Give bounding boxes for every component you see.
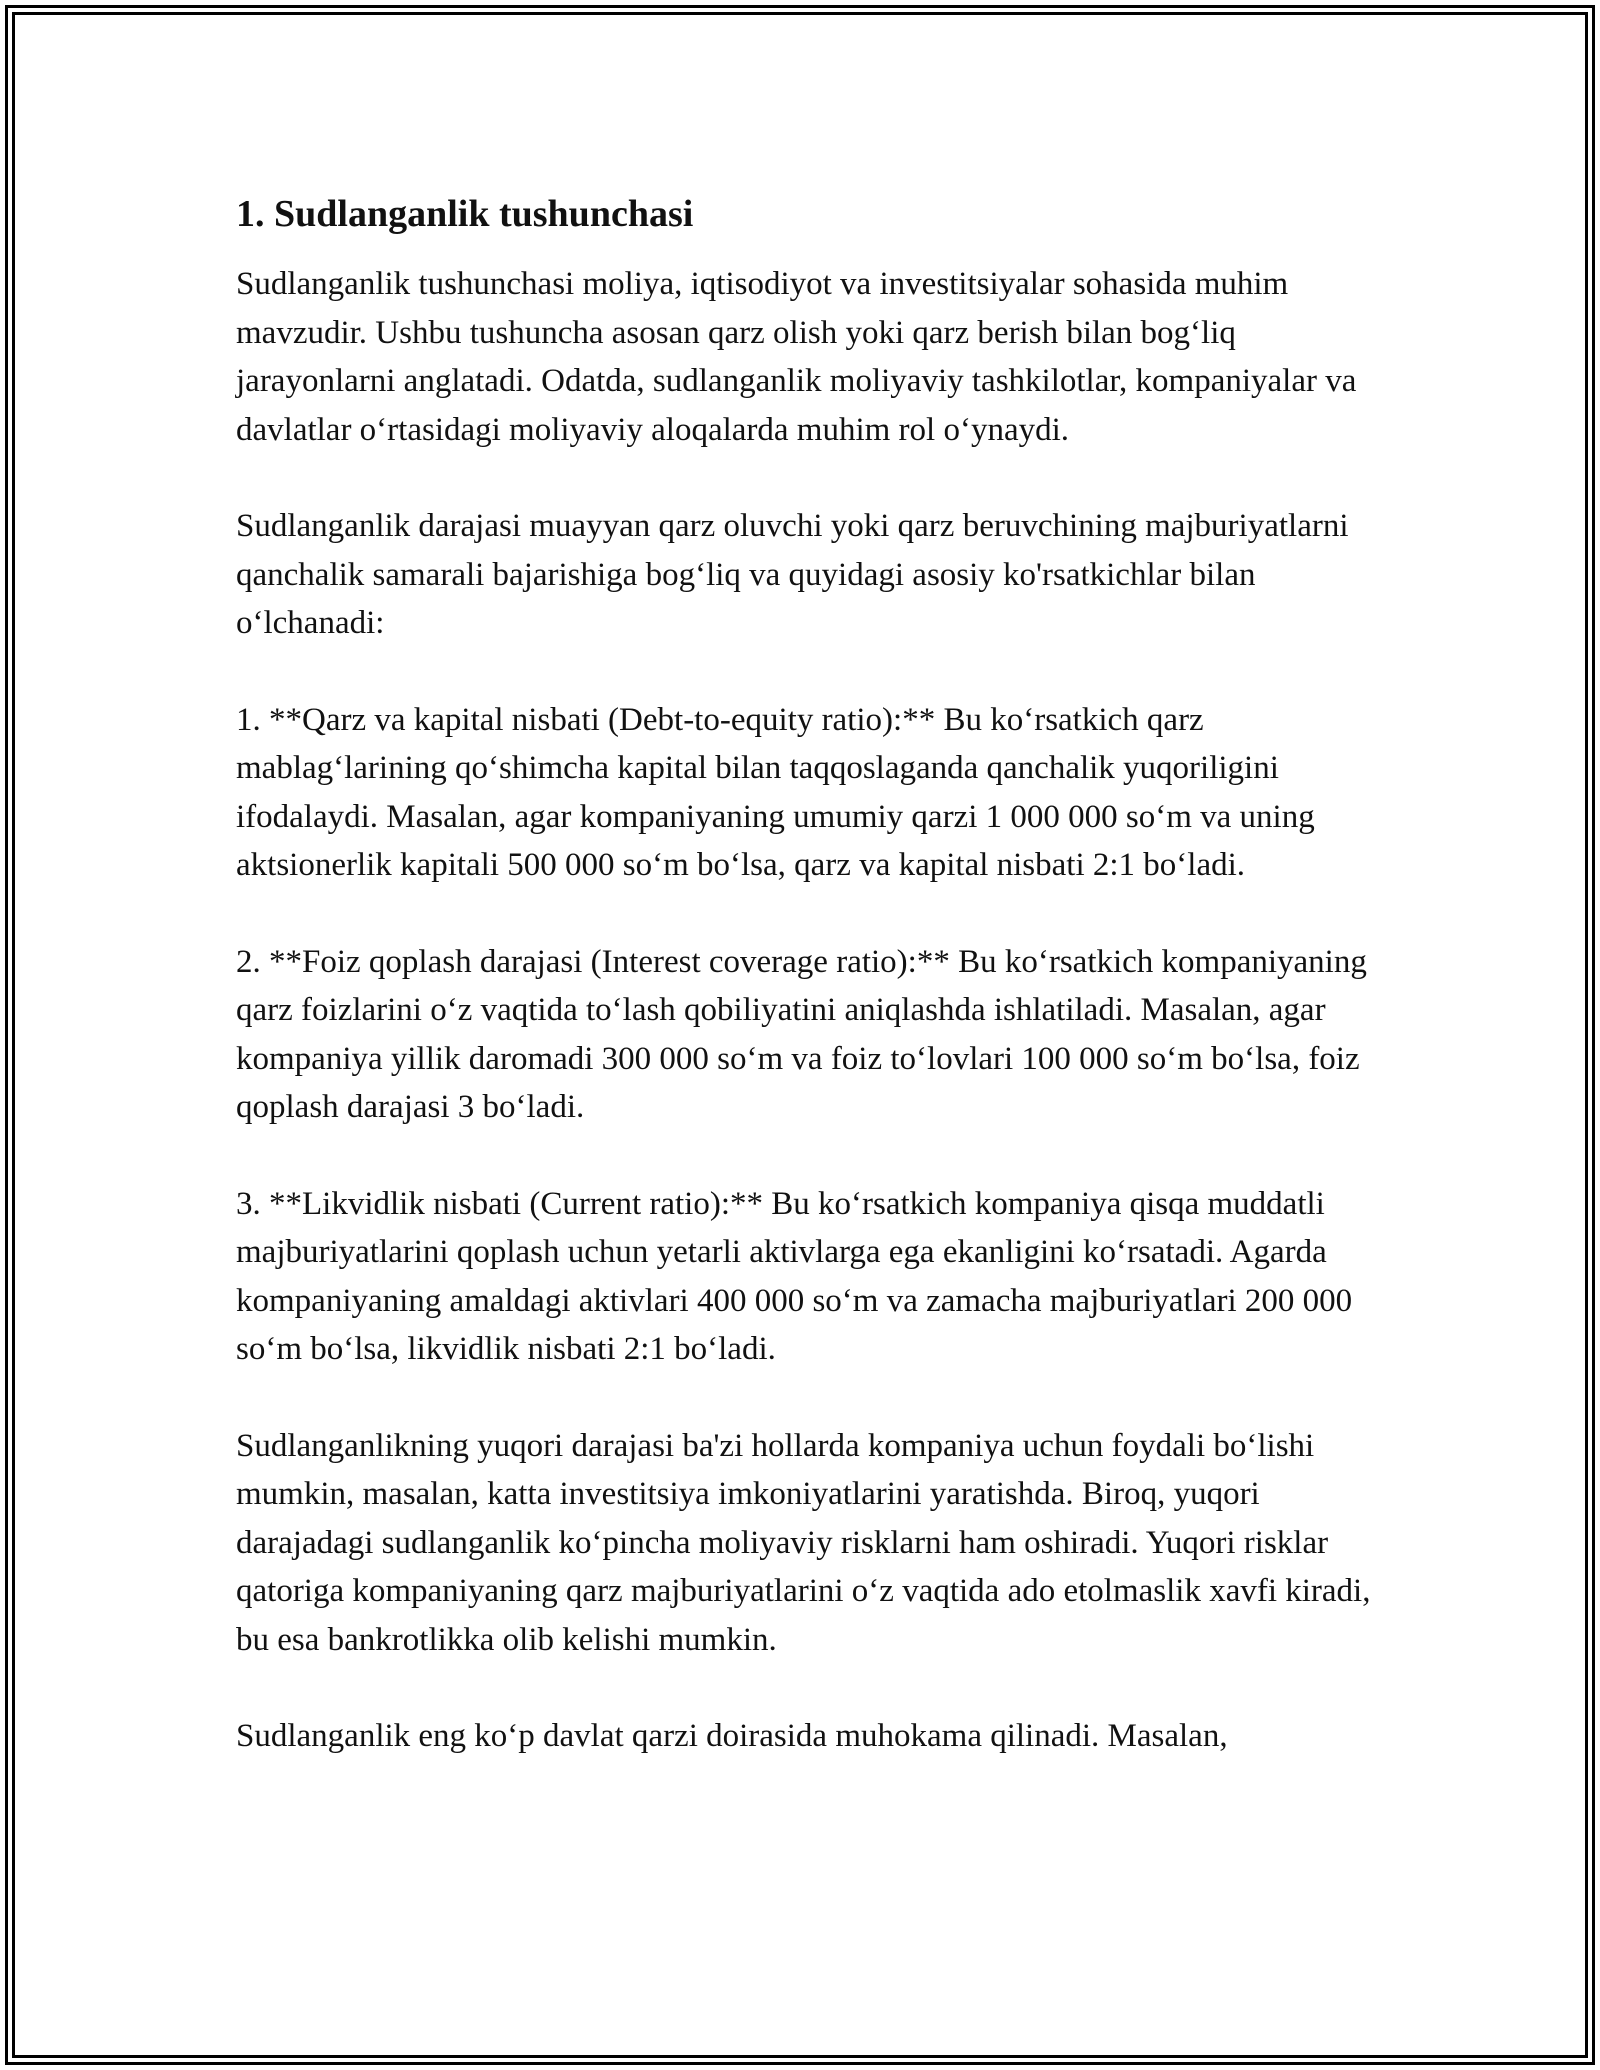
paragraph-debt-to-equity: 1. **Qarz va kapital nisbati (Debt-to-equity ratio):** Bu ko‘rsatkich qarz mablag‘larining qo‘shimcha kapital bilan taqqoslaganda qanchalik yuqoriligini ifodalaydi. Masalan, agar kompaniyaning umumiy qarzi 1 000 000 so‘m va uning aktsionerlik kapitali 500 000 so‘m bo‘lsa, qarz va kapital nisbati 2:1 bo‘ladi.: [236, 701, 1315, 883]
paragraph-current-ratio: 3. **Likvidlik nisbati (Current ratio):** Bu ko‘rsatkich kompaniya qisqa muddatli majburiyatlarini qoplash uchun yetarli aktivlarga ega ekanligini ko‘rsatadi. Agarda kompaniyaning amaldagi aktivlari 400 000 so‘m va zamacha majburiyatlari 200 000 so‘m bo‘lsa, likvidlik nisbati 2:1 bo‘ladi.: [236, 1185, 1353, 1367]
section-title: 1. Sudlanganlik tushunchasi: [236, 193, 694, 235]
document-body: [236, 188, 1376, 1809]
paragraph-intro: Sudlanganlik tushunchasi moliya, iqtisodiyot va investitsiyalar sohasida muhim mavzudir. Ushbu tushuncha asosan qarz olish yoki qarz berish bilan bog‘liq jarayonlarni anglatadi. Odatda, sudlanganlik moliyaviy tashkilotlar, kompaniyalar va davlatlar o‘rtasidagi moliyaviy aloqalarda muhim rol o‘ynaydi.: [236, 266, 1357, 448]
paragraph-level-description: Sudlanganlik darajasi muayyan qarz oluvchi yoki qarz beruvchining majburiyatlarni qanchalik samarali bajarishiga bog‘liq va quyidagi asosiy ko'rsatkichlar bilan o‘lchanadi:: [236, 508, 1349, 641]
paragraph-interest-coverage: 2. **Foiz qoplash darajasi (Interest coverage ratio):** Bu ko‘rsatkich kompaniyaning qarz foizlarini o‘z vaqtida to‘lash qobiliyatini aniqlashda ishlatiladi. Masalan, agar kompaniya yillik daromadi 300 000 so‘m va foiz to‘lovlari 100 000 so‘m bo‘lsa, foiz qoplash darajasi 3 bo‘ladi.: [236, 943, 1367, 1125]
paragraph-state-debt: Sudlanganlik eng ko‘p davlat qarzi doirasida muhokama qilinadi. Masalan,: [236, 1718, 1228, 1754]
paragraph-high-leverage: Sudlanganlikning yuqori darajasi ba'zi hollarda kompaniya uchun foydali bo‘lishi mumkin, masalan, katta investitsiya imkoniyatlarini yaratishda. Biroq, yuqori darajadagi sudlanganlik ko‘pincha moliyaviy risklarni ham oshiradi. Yuqori risklar qatoriga kompaniyaning qarz majburiyatlarini o‘z vaqtida ado etolmaslik xavfi kiradi, bu esa bankrotlikka olib kelishi mumkin.: [236, 1427, 1371, 1658]
